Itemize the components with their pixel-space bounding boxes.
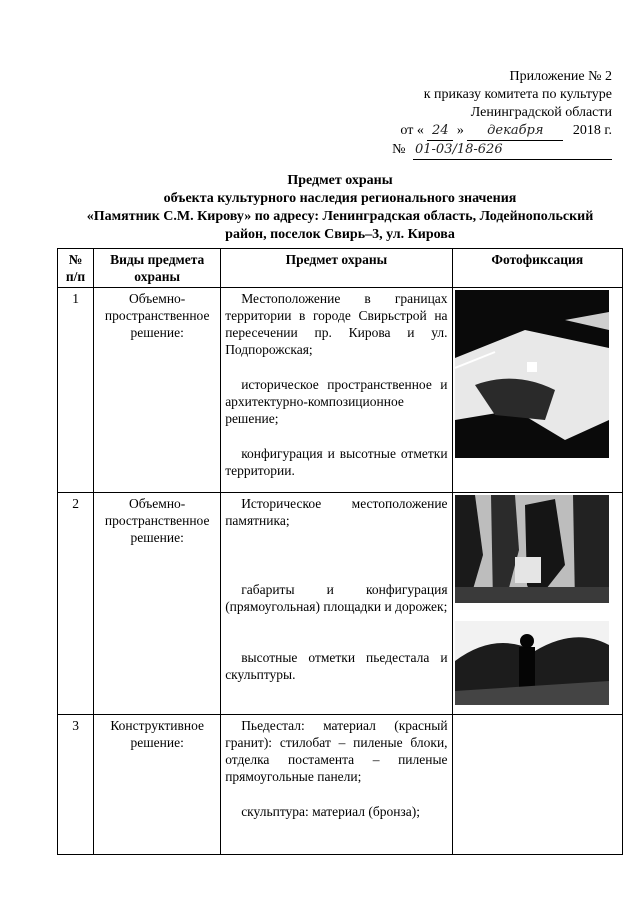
- row-kind: Объемно-пространственное решение:: [94, 288, 221, 493]
- title-line-4: район, поселок Свирь–3, ул. Кирова: [225, 227, 455, 242]
- site-photo-1: [455, 290, 609, 458]
- subject-paragraph: конфигурация и высотные отметки территории.: [225, 446, 448, 478]
- table-row: [58, 288, 623, 493]
- header-kind: Виды предмета охраны: [94, 249, 221, 288]
- table-header-row: [58, 249, 623, 288]
- order-reference: к приказу комитета по культуре: [423, 87, 612, 102]
- appendix-label: Приложение № 2: [509, 69, 612, 84]
- order-date: от « 24 » декабря 2018 г.: [372, 122, 612, 141]
- row-photo: [452, 288, 622, 493]
- row-photo: [452, 493, 622, 715]
- subject-paragraph: Пьедестал: материал (красный гранит): стилобат – пиленые блоки, отделка постамента – пиленые прямоугольные панели;: [225, 718, 448, 784]
- row-subject: [221, 493, 452, 715]
- site-photo-2: [455, 495, 609, 603]
- region-label: Ленинградской области: [470, 105, 612, 120]
- document-header: [372, 68, 612, 160]
- row-num: 2: [58, 493, 94, 715]
- order-number: № 01-03/18-626: [372, 141, 612, 160]
- subject-paragraph: скульптура: материал (бронза);: [241, 804, 421, 819]
- table-row: [58, 715, 623, 855]
- row-kind: Конструктивное решение:: [94, 715, 221, 855]
- table-row: [58, 493, 623, 715]
- row-kind: Объемно-пространственное решение:: [94, 493, 221, 715]
- row-photo: [452, 715, 622, 855]
- date-year: 2018 г.: [572, 123, 612, 138]
- order-number-handwritten: 01-03/18-626: [413, 141, 612, 160]
- title-line-2: объекта культурного наследия регионального значения: [163, 191, 517, 206]
- subject-paragraph: Историческое местоположение памятника;: [225, 496, 448, 528]
- row-num: 1: [58, 288, 94, 493]
- title-line-3: «Памятник С.М. Кирову» по адресу: Ленинградская область, Лодейнопольский: [86, 209, 594, 224]
- document-title: [40, 172, 640, 244]
- row-subject: [221, 288, 452, 493]
- subject-paragraph: Местоположение в границах территории в городе Свирьстрой на пересечении пр. Кирова и ул. Подпорожская;: [225, 291, 448, 357]
- row-subject: [221, 715, 452, 855]
- header-photo: Фотофиксация: [452, 249, 622, 288]
- row-num: 3: [58, 715, 94, 855]
- header-num: № п/п: [58, 249, 94, 288]
- subject-paragraph: высотные отметки пьедестала и скульптуры.: [225, 650, 448, 682]
- title-line-1: Предмет охраны: [287, 173, 393, 188]
- subject-paragraph: историческое пространственное и архитектурно-композиционное решение;: [225, 377, 448, 426]
- date-day-handwritten: 24: [427, 122, 453, 141]
- protection-subject-table: [57, 248, 623, 855]
- site-photo-3: [455, 621, 609, 705]
- subject-paragraph: габариты и конфигурация (прямоугольная) площадки и дорожек;: [225, 582, 448, 614]
- header-subject: Предмет охраны: [221, 249, 452, 288]
- date-month-handwritten: декабря: [467, 122, 563, 141]
